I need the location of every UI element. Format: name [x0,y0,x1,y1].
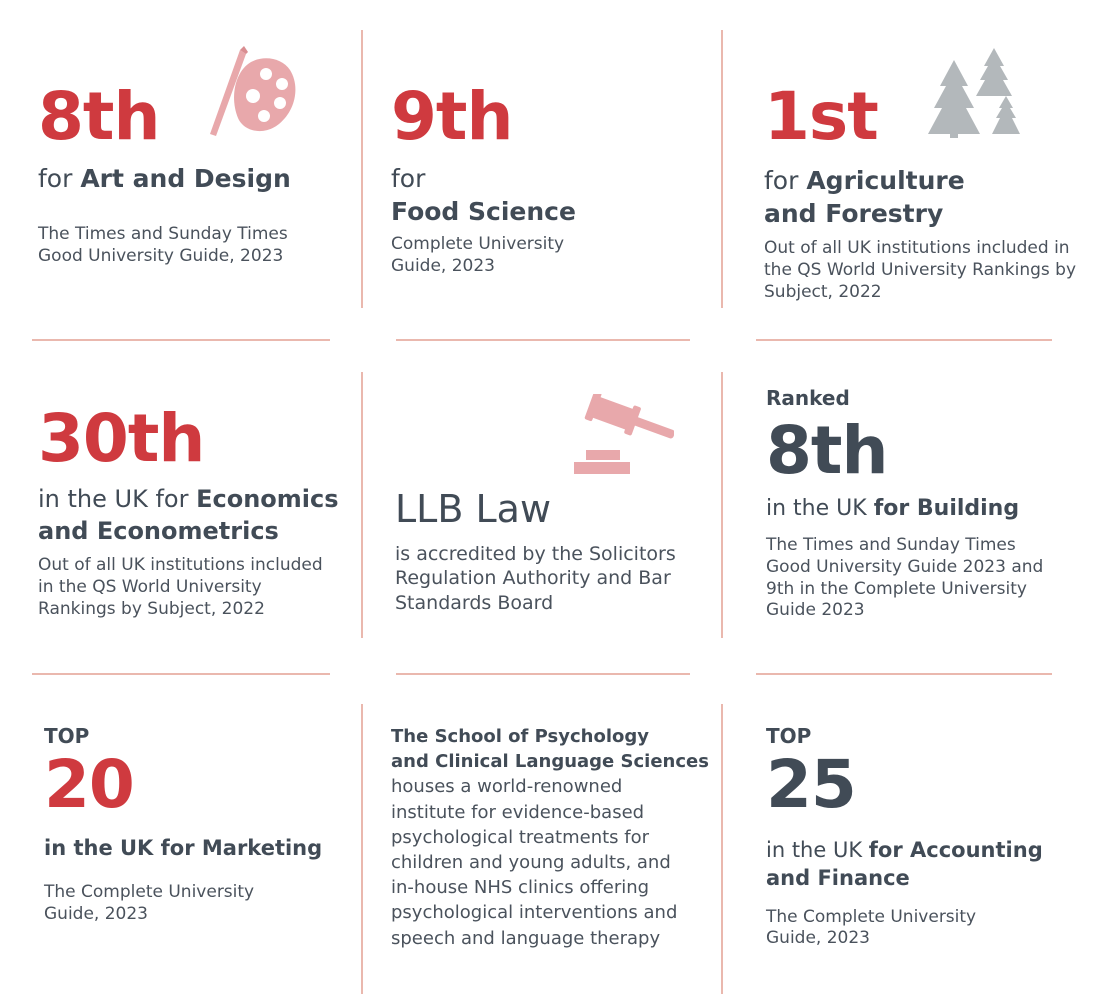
divider-v1-row3 [361,704,363,994]
rank-subject: in the UK for Marketing [44,836,323,860]
palette-icon [206,44,304,142]
psychology-heading: The School of Psychology and Clinical Language Sciences [391,726,709,773]
rank-prefix: for [391,164,426,193]
rank-subject: for Agriculture and Forestry [764,166,965,228]
law-title: LLB Law [395,487,552,531]
rank-source: The Complete University Guide, 2023 [766,906,977,949]
rank-subject: in the UK for Economics and Econometrics [38,485,339,545]
rank-subject: Food Science [391,197,576,226]
divider-v2-row1 [721,30,723,308]
trees-icon [924,46,1024,140]
rank-source: The Times and Sunday Times Good University Guide, 2023 [38,224,288,266]
law-description: is accredited by the Solicitors Regulation Authority and Bar Standards Board [395,543,676,614]
divider-h2-col3 [756,673,1052,675]
rank-subject: for Art and Design [38,164,291,193]
psychology-description: houses a world-renowned institute for evidence-based psychological treatments for children and young adults, and in-house NHS clinics offering psychological interventions and speech and language therapy [391,776,678,949]
divider-h1-col1 [32,339,330,341]
rank-value: 20 [44,746,134,823]
rank-value: 9th [391,78,513,155]
rank-subject: in the UK for Building [766,496,1020,521]
gavel-icon [570,394,674,476]
rank-pre: TOP [766,724,812,748]
psychology-cell [391,724,721,951]
rank-source: The Complete University Guide, 2023 [44,882,255,924]
rank-value: 8th [38,78,160,155]
divider-v1-row1 [361,30,363,308]
ranking-cell-food-science [391,78,691,278]
divider-v2-row3 [721,704,723,994]
rank-source: Out of all UK institutions included in the QS World University Rankings by Subject, 2022 [764,238,1077,302]
divider-h1-col3 [756,339,1052,341]
rank-subject: in the UK for Accounting and Finance [766,838,1043,891]
ranking-cell-marketing [44,724,344,926]
law-cell [395,487,715,615]
rank-value: 25 [766,746,856,823]
rank-pre: TOP [44,724,90,748]
divider-h2-col1 [32,673,330,675]
ranking-cell-accounting [766,724,1086,950]
rank-source: The Times and Sunday Times Good University Guide 2023 and 9th in the Complete University Guide 2023 [766,535,1044,621]
ranking-cell-building [766,386,1086,622]
rank-source: Complete University Guide, 2023 [391,234,565,276]
rank-value: 8th [766,412,888,489]
divider-v2-row2 [721,372,723,638]
rank-value: 1st [764,78,878,155]
divider-h1-col2 [396,339,690,341]
divider-h2-col2 [396,673,690,675]
rank-value: 30th [38,400,205,477]
rank-source: Out of all UK institutions included in the QS World University Rankings by Subject, 2022 [38,555,323,619]
rank-pre: Ranked [766,386,850,410]
divider-v1-row2 [361,372,363,638]
ranking-cell-economics [38,400,348,621]
